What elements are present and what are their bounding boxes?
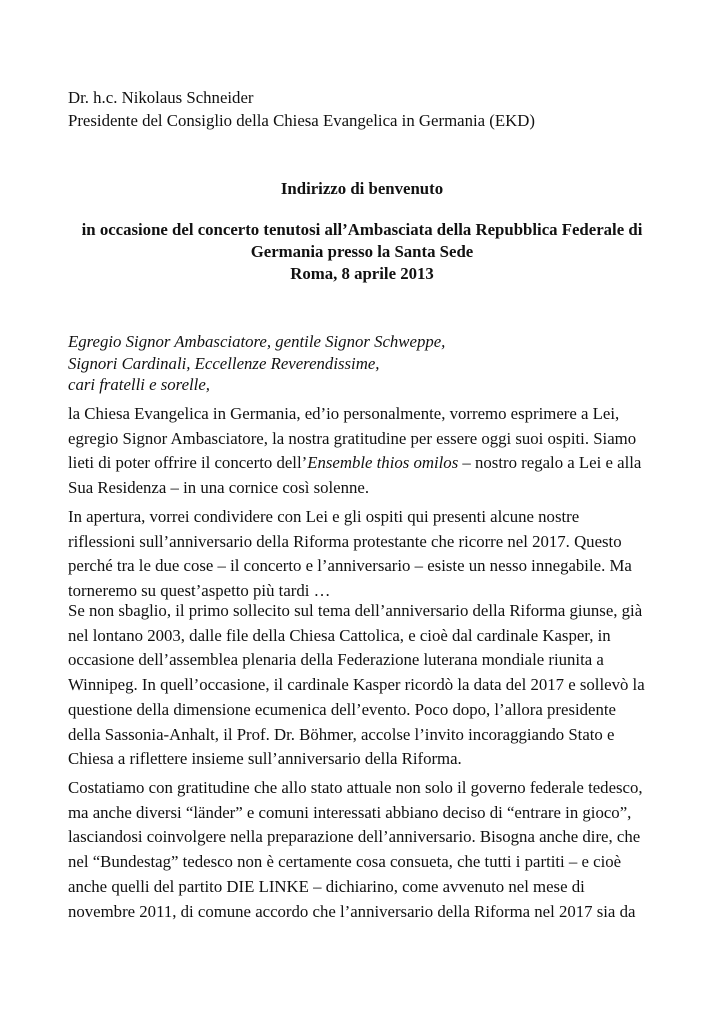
paragraph-3 [68, 599, 668, 772]
paragraph-line: lasciandosi coinvolgere nella preparazione dell’anniversario. Bisogna anche dire, che [68, 827, 641, 847]
document-title: Indirizzo di benvenuto [280, 179, 444, 198]
paragraph-line: questione della dimensione ecumenica dell’evento. Poco dopo, l’allora presidente [68, 699, 617, 719]
subtitle-line: in occasione del concerto tenutosi all’Ambasciata della Repubblica Federale di [81, 220, 643, 239]
paragraph-line: ma anche diversi “länder” e comuni interessati abbiano deciso di “entrare in gioco”, [68, 802, 632, 822]
paragraph-line: Se non sbaglio, il primo sollecito sul tema dell’anniversario della Riforma giunse, già [68, 601, 643, 620]
paragraph-line: anche quelli del partito DIE LINKE – dichiarino, come avvenuto nel mese di [68, 876, 585, 896]
paragraph-line [68, 451, 668, 476]
subtitle-line: Germania presso la Santa Sede [250, 242, 474, 261]
paragraph-line: occasione dell’assemblea plenaria della Federazione luterana mondiale riunita a [68, 650, 604, 670]
paragraph-line: torneremo su quest’aspetto più tardi … [68, 581, 331, 601]
salutation-line: Signori Cardinali, Eccellenze Reverendissime, [68, 353, 380, 373]
document-subtitle [0, 219, 724, 285]
paragraph-line: nel lontano 2003, dalle file della Chiesa Cattolica, e cioè dal cardinale Kasper, in [68, 625, 611, 645]
paragraph-1 [68, 402, 668, 501]
author-block [68, 86, 535, 132]
paragraph-line: Chiesa a riflettere insieme sull’anniversario della Riforma. [68, 749, 462, 769]
paragraph-line: la Chiesa Evangelica in Germania, ed’io personalmente, vorremo esprimere a Lei, [68, 404, 620, 423]
paragraph-line: Sua Residenza – in una cornice così solenne. [68, 478, 370, 498]
paragraph-4 [68, 776, 668, 924]
event-date-line: Roma, 8 aprile 2013 [290, 264, 434, 283]
author-role: Presidente del Consiglio della Chiesa Evangelica in Germania (EKD) [68, 111, 535, 130]
paragraph-line: nel “Bundestag” tedesco non è certamente cosa consueta, che tutti i partiti – e cioè [68, 852, 622, 872]
salutation-line: Egregio Signor Ambasciatore, gentile Signor Schweppe, [68, 332, 446, 351]
paragraph-2 [68, 505, 668, 604]
author-name: Dr. h.c. Nikolaus Schneider [68, 88, 254, 107]
paragraph-line: della Sassonia-Anhalt, il Prof. Dr. Böhmer, accolse l’invito incoraggiando Stato e [68, 724, 615, 744]
line-text: – nostro regalo a Lei e alla [458, 453, 642, 473]
ensemble-name: Ensemble thios omilos [307, 453, 459, 473]
paragraph-line: Costatiamo con gratitudine che allo stato attuale non solo il governo federale tedesco, [68, 778, 643, 797]
paragraph-line: Winnipeg. In quell’occasione, il cardinale Kasper ricordò la data del 2017 e sollevò la [68, 675, 645, 695]
line-text: lieti di poter offrire il concerto dell’ [68, 453, 308, 473]
paragraph-line: egregio Signor Ambasciatore, la nostra gratitudine per essere oggi suoi ospiti. Siamo [68, 428, 637, 448]
paragraph-line: In apertura, vorrei condividere con Lei e gli ospiti qui presenti alcune nostre [68, 507, 580, 526]
salutation-line: cari fratelli e sorelle, [68, 375, 210, 394]
paragraph-line: novembre 2011, di comune accordo che l’anniversario della Riforma nel 2017 sia da [68, 901, 636, 921]
paragraph-line: riflessioni sull’anniversario della Riforma protestante che ricorre nel 2017. Questo [68, 531, 622, 551]
salutation [68, 331, 445, 396]
paragraph-line: perché tra le due cose – il concerto e l’anniversario – esiste un nesso innegabile. Ma [68, 556, 632, 576]
